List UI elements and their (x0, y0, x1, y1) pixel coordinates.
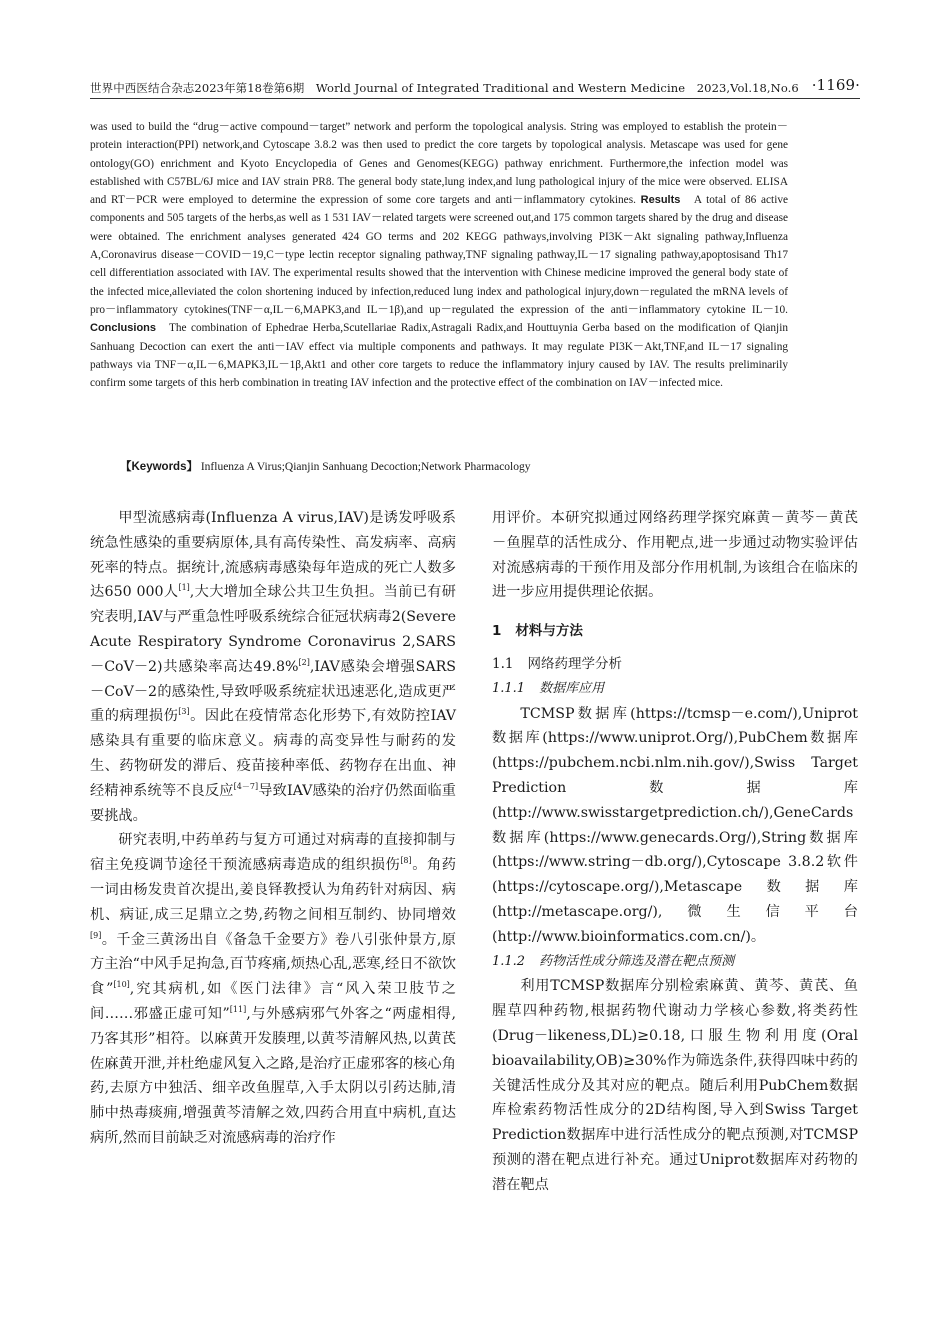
keywords-line (120, 458, 820, 474)
intro-paragraph-2 (90, 828, 456, 1150)
section-number: 1 (492, 623, 502, 640)
page-number: ·1169· (811, 76, 860, 94)
text-span: 研究表明,中药单药与复方可通过对病毒的直接抑制与宿主免疫调节途径干预流感病毒造成的组织损伤 (90, 832, 456, 874)
results-label: Results (640, 194, 681, 207)
section-title: 药物活性成分筛选及潜在靶点预测 (539, 953, 735, 969)
section-heading-1-1-2 (492, 950, 858, 975)
text-span: 。角药一词由杨发贵首次提出,姜良铎教授认为角药针对病因、病机、病证,成三足鼎立之势,药物之间相互制约、协同增效 (90, 857, 456, 923)
keywords-label: 【Keywords】 (120, 461, 198, 473)
intro-paragraph-continued: 用评价。本研究拟通过网络药理学探究麻黄－黄芩－黄芪－鱼腥草的活性成分、作用靶点,进一步通过动物实验评估对流感病毒的干预作用及部分作用机制,为该组合在临床的进一步应用提供理论依据。 (492, 510, 858, 601)
section-number: 1.1 (492, 655, 514, 672)
database-paragraph: TCMSP数据库(https://tcmsp－e.com/),Uniprot数据库(https://www.uniprot.Org/),PubChem数据库(https://pubchem.ncbi.nlm.nih.gov/),Swiss Target Prediction数据库(http://www.swisstargetprediction.ch/),GeneCards数据库(https://www.genecards.Org/),String数据库(https://www.string－db.org/),Cytoscape 3.8.2软件(https://cytoscape.org/),Metascape数据库(http://metascape.org/),微生信平台(http://www.bioinformatics.com.cn/)。 (492, 705, 858, 945)
section-heading-1-1-1 (492, 677, 858, 702)
abstract-block (90, 118, 788, 392)
right-column (492, 506, 858, 1198)
intro-paragraph-1 (90, 506, 456, 828)
abstract-results-text: A total of 86 active components and 505 targets of the herbs,as well as 1 531 IAV－related targets were screened out,and 175 common targets shared by the drug and disease were obtained. The enrichment analyses generated 424 GO terms and 202 KEGG pathways,involving PI3K－Akt signaling pathway,Influenza A,Coronavirus disease－COVID－19,C－type lectin receptor signaling pathway,TNF signaling pathway,IL－17 signaling pathway,apoptosisand Th17 cell differentiation associated with IAV. The experimental results showed that the intervention with Chinese medicine improved the general body state of the infected mice,alleviated the colon shortening induced by infection,reduced lung index and pathological injury,down－regulated the mRNA levels of pro－inflammatory cytokines(TNF－α,IL－6,MAPK3,and IL－1β),and up－regulated the expression of the anti－inflammatory cytokine IL－10. (90, 194, 788, 316)
abstract-methods-text: was used to build the “drug－active compound－target” network and perform the topological analysis. String was employed to establish the protein－protein interaction(PPI) network,and Cytoscape 3.8.2 was then used to predict the core targets by topological analysis. Metascape was used for gene ontology(GO) enrichment and Kyoto Encyclopedia of Genes and Genomes(KEGG) pathway enrichment. Furthermore,the infection model was established with C57BL/6J mice and IAV strain PR8. The general body state,lung index,and lung pathological injury of the mice were observed. ELISA and RT－PCR were employed to determine the expression of some core targets and anti－inflammatory cytokines. (90, 121, 788, 207)
citation-ref: [10] (113, 980, 130, 990)
citation-ref: [8] (400, 856, 412, 866)
citation-ref: [1] (178, 583, 190, 593)
section-number: 1.1.1 (492, 680, 526, 696)
running-header (90, 72, 860, 100)
citation-ref: [4－7] (233, 781, 259, 791)
section-title: 网络药理学分析 (527, 655, 622, 672)
section-number: 1.1.2 (492, 953, 526, 969)
text-span: 导致IAV感染的治疗仍然面临重要挑战。 (90, 782, 456, 824)
citation-ref: [9] (90, 930, 102, 940)
citation-ref: [11] (229, 1004, 247, 1014)
text-span: 。因此在疫情常态化形势下,有效防控IAV感染具有重要的临床意义。病毒的高变异性与耐药的发生、药物研发的滞后、疫苗接种率低、药物存在出血、神经精神系统等不良反应 (90, 708, 456, 799)
left-column (90, 506, 456, 1151)
text-span: 甲型流感病毒(Influenza A virus,IAV)是诱发呼吸系统急性感染的重要病原体,具有高传染性、高发病率、高病死率的特点。据统计,流感病毒感染每年造成的死亡人数多达650 000人 (90, 510, 456, 601)
text-span: ,IAV感染会增强SARS－CoV－2的感染性,导致呼吸系统症状迅速恶化,造成更严重的病理损伤 (90, 658, 457, 725)
journal-header: 世界中西医结合杂志2023年第18卷第6期 World Journal of Integrated Traditional and Western Medicine 2023,Vol.18,No.6 (90, 81, 799, 95)
section-heading-1-1 (492, 652, 858, 677)
text-span: ,究其病机,如《医门法律》言“风入荣卫肢节之间……邪盛正虚可知” (90, 981, 456, 1022)
keywords-text: Influenza A Virus;Qianjin Sanhuang Decoction;Network Pharmacology (200, 461, 531, 473)
section-heading-1 (492, 619, 858, 644)
text-span: ,大大增加全球公共卫生负担。当前已有研究表明,IAV与严重急性呼吸系统综合征冠状病毒2(Severe Acute Respiratory Syndrome Coronavirus 2,SARS－CoV－2)共感染率高达49.8% (90, 584, 456, 675)
conclusions-label: Conclusions (90, 322, 157, 335)
citation-ref: [3] (178, 707, 190, 717)
header-rule (90, 98, 860, 99)
section-title: 数据库应用 (539, 680, 605, 696)
text-span: ,与外感病邪气外客之“两虚相得,乃客其形”相符。以麻黄开发腠理,以黄芩清解风热,以黄芪佐麻黄开泄,并杜绝虚风复入之路,是治疗正虚邪客的核心角药,去原方中独活、细辛改鱼腥草,入手太阴以引药达肺,清肺中热毒痰痈,增强黄芩清解之效,四药合用直中病机,直达病所,然而目前缺乏对流感病毒的治疗作 (90, 1005, 456, 1146)
screening-paragraph: 利用TCMSP数据库分别检索麻黄、黄芩、黄芪、鱼腥草四种药物,根据药物代谢动力学核心参数,将类药性(Drug－likeness,DL)≥0.18,口服生物利用度(Oral bioavailability,OB)≥30%作为筛选条件,获得四味中药的关键活性成分及其对应的靶点。随后利用PubChem数据库检索药物活性成分的2D结构图,导入到Swiss Target Prediction数据库中进行活性成分的靶点预测,对TCMSP预测的潜在靶点进行补充。通过Uniprot数据库对药物的潜在靶点 (492, 978, 858, 1193)
section-title: 材料与方法 (515, 623, 583, 640)
citation-ref: [2] (298, 657, 310, 667)
abstract-conclusions-text: The combination of Ephedrae Herba,Scutellariae Radix,Astragali Radix,and Houttuynia Gerba based on the modification of Qianjin Sanhuang Decoction can exert the anti－IAV effect via multiple components and pathways. It may regulate PI3K－Akt,TNF,and IL－17 signaling pathways via TNF－α,IL－6,MAPK3,IL－1β,Akt1 and other core targets to reduce the inflammatory injury caused by IAV. The results preliminarily confirm some targets of this herb combination in treating IAV infection and the protective effect of the combination on IAV－infected mice. (90, 322, 788, 390)
text-span: 。千金三黄汤出自《备急千金要方》卷八引张仲景方,原方主治“中风手足拘急,百节疼痛,烦热心乱,恶寒,经日不欲饮食” (90, 931, 456, 998)
